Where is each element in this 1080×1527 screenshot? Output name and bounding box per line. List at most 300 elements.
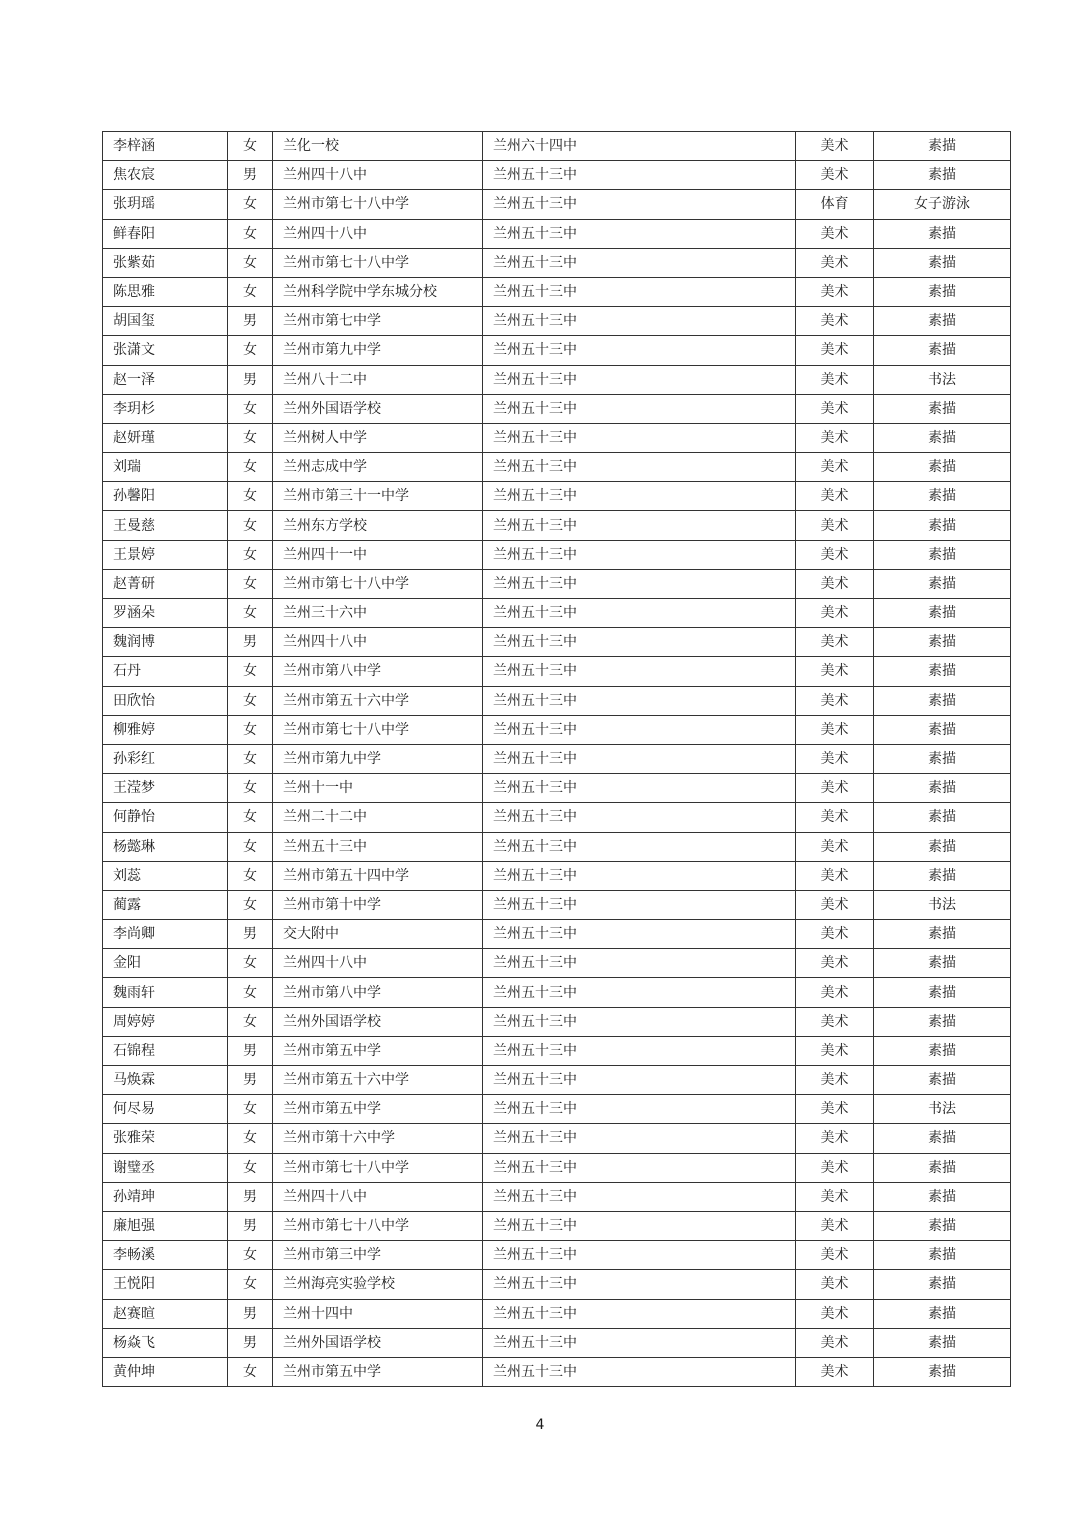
specialty-cell: 素描 <box>874 715 1011 744</box>
target-school-cell: 兰州五十三中 <box>483 715 796 744</box>
student-name-cell: 王滢梦 <box>103 774 228 803</box>
student-name-cell: 王景婷 <box>103 540 228 569</box>
subject-cell: 美术 <box>796 1066 874 1095</box>
gender-cell: 女 <box>228 686 273 715</box>
gender-cell: 女 <box>228 949 273 978</box>
student-name-cell: 李畅溪 <box>103 1241 228 1270</box>
table-row <box>103 248 1011 277</box>
subject-cell: 美术 <box>796 453 874 482</box>
table-row <box>103 686 1011 715</box>
table-row <box>103 949 1011 978</box>
gender-cell: 女 <box>228 511 273 540</box>
target-school-cell: 兰州五十三中 <box>483 978 796 1007</box>
specialty-cell: 女子游泳 <box>874 190 1011 219</box>
gender-cell: 女 <box>228 657 273 686</box>
subject-cell: 美术 <box>796 569 874 598</box>
gender-cell: 男 <box>228 1211 273 1240</box>
gender-cell: 女 <box>228 1124 273 1153</box>
student-name-cell: 孙靖珅 <box>103 1182 228 1211</box>
student-name-cell: 谢璧丞 <box>103 1153 228 1182</box>
target-school-cell: 兰州五十三中 <box>483 1095 796 1124</box>
student-name-cell: 蔺露 <box>103 890 228 919</box>
origin-school-cell: 兰州八十二中 <box>273 365 483 394</box>
gender-cell: 女 <box>228 132 273 161</box>
origin-school-cell: 兰州二十二中 <box>273 803 483 832</box>
specialty-cell: 素描 <box>874 1357 1011 1386</box>
table-row <box>103 774 1011 803</box>
subject-cell: 美术 <box>796 540 874 569</box>
origin-school-cell: 兰州外国语学校 <box>273 1007 483 1036</box>
origin-school-cell: 兰州四十八中 <box>273 628 483 657</box>
specialty-cell: 素描 <box>874 248 1011 277</box>
gender-cell: 男 <box>228 161 273 190</box>
specialty-cell: 素描 <box>874 1241 1011 1270</box>
target-school-cell: 兰州五十三中 <box>483 1153 796 1182</box>
target-school-cell: 兰州五十三中 <box>483 511 796 540</box>
specialty-cell: 素描 <box>874 1299 1011 1328</box>
gender-cell: 女 <box>228 715 273 744</box>
table-row <box>103 365 1011 394</box>
student-name-cell: 王曼慈 <box>103 511 228 540</box>
table-row <box>103 1270 1011 1299</box>
subject-cell: 美术 <box>796 1153 874 1182</box>
student-name-cell: 魏润博 <box>103 628 228 657</box>
student-name-cell: 石丹 <box>103 657 228 686</box>
subject-cell: 美术 <box>796 394 874 423</box>
specialty-cell: 素描 <box>874 744 1011 773</box>
subject-cell: 美术 <box>796 803 874 832</box>
target-school-cell: 兰州五十三中 <box>483 890 796 919</box>
specialty-cell: 素描 <box>874 1211 1011 1240</box>
subject-cell: 美术 <box>796 161 874 190</box>
gender-cell: 女 <box>228 599 273 628</box>
gender-cell: 女 <box>228 1241 273 1270</box>
table-row <box>103 540 1011 569</box>
origin-school-cell: 兰州市第五十六中学 <box>273 1066 483 1095</box>
origin-school-cell: 兰州市第七十八中学 <box>273 248 483 277</box>
gender-cell: 男 <box>228 307 273 336</box>
table-row <box>103 569 1011 598</box>
gender-cell: 男 <box>228 1182 273 1211</box>
student-name-cell: 柳雅婷 <box>103 715 228 744</box>
specialty-cell: 素描 <box>874 336 1011 365</box>
target-school-cell: 兰州五十三中 <box>483 686 796 715</box>
student-name-cell: 黄仲坤 <box>103 1357 228 1386</box>
specialty-cell: 素描 <box>874 453 1011 482</box>
origin-school-cell: 兰州市第七十八中学 <box>273 715 483 744</box>
student-name-cell: 赵妍瑾 <box>103 423 228 452</box>
gender-cell: 女 <box>228 569 273 598</box>
student-name-cell: 杨懿琳 <box>103 832 228 861</box>
target-school-cell: 兰州五十三中 <box>483 482 796 511</box>
specialty-cell: 素描 <box>874 920 1011 949</box>
student-name-cell: 张紫茹 <box>103 248 228 277</box>
student-name-cell: 胡国玺 <box>103 307 228 336</box>
subject-cell: 美术 <box>796 219 874 248</box>
target-school-cell: 兰州五十三中 <box>483 161 796 190</box>
origin-school-cell: 兰州四十八中 <box>273 949 483 978</box>
target-school-cell: 兰州五十三中 <box>483 1124 796 1153</box>
gender-cell: 女 <box>228 1270 273 1299</box>
specialty-cell: 书法 <box>874 1095 1011 1124</box>
student-name-cell: 李尚卿 <box>103 920 228 949</box>
student-name-cell: 赵赛暄 <box>103 1299 228 1328</box>
student-name-cell: 焦农宸 <box>103 161 228 190</box>
gender-cell: 女 <box>228 832 273 861</box>
table-row <box>103 277 1011 306</box>
subject-cell: 美术 <box>796 599 874 628</box>
table-row <box>103 1182 1011 1211</box>
origin-school-cell: 兰州市第三中学 <box>273 1241 483 1270</box>
gender-cell: 男 <box>228 628 273 657</box>
subject-cell: 美术 <box>796 686 874 715</box>
gender-cell: 女 <box>228 978 273 1007</box>
gender-cell: 女 <box>228 1007 273 1036</box>
target-school-cell: 兰州五十三中 <box>483 1270 796 1299</box>
student-name-cell: 赵菁研 <box>103 569 228 598</box>
target-school-cell: 兰州五十三中 <box>483 1357 796 1386</box>
gender-cell: 女 <box>228 453 273 482</box>
table-row <box>103 1299 1011 1328</box>
gender-cell: 女 <box>228 394 273 423</box>
table-row <box>103 190 1011 219</box>
subject-cell: 美术 <box>796 628 874 657</box>
origin-school-cell: 兰州四十八中 <box>273 161 483 190</box>
subject-cell: 美术 <box>796 774 874 803</box>
subject-cell: 美术 <box>796 1095 874 1124</box>
student-name-cell: 孙彩红 <box>103 744 228 773</box>
table-row <box>103 920 1011 949</box>
origin-school-cell: 兰州五十三中 <box>273 832 483 861</box>
student-name-cell: 杨焱飞 <box>103 1328 228 1357</box>
target-school-cell: 兰州五十三中 <box>483 336 796 365</box>
specialty-cell: 素描 <box>874 832 1011 861</box>
origin-school-cell: 兰州外国语学校 <box>273 394 483 423</box>
student-name-cell: 刘蕊 <box>103 861 228 890</box>
subject-cell: 美术 <box>796 920 874 949</box>
origin-school-cell: 兰州志成中学 <box>273 453 483 482</box>
table-row <box>103 482 1011 511</box>
table-row <box>103 336 1011 365</box>
student-name-cell: 李梓涵 <box>103 132 228 161</box>
subject-cell: 美术 <box>796 1124 874 1153</box>
target-school-cell: 兰州五十三中 <box>483 190 796 219</box>
table-row <box>103 132 1011 161</box>
subject-cell: 美术 <box>796 277 874 306</box>
table-row <box>103 628 1011 657</box>
subject-cell: 美术 <box>796 336 874 365</box>
origin-school-cell: 兰州市第七十八中学 <box>273 1211 483 1240</box>
gender-cell: 女 <box>228 744 273 773</box>
table-row <box>103 715 1011 744</box>
origin-school-cell: 交大附中 <box>273 920 483 949</box>
student-name-cell: 罗涵朵 <box>103 599 228 628</box>
student-name-cell: 马焕霖 <box>103 1066 228 1095</box>
origin-school-cell: 兰州四十八中 <box>273 219 483 248</box>
target-school-cell: 兰州五十三中 <box>483 832 796 861</box>
target-school-cell: 兰州五十三中 <box>483 248 796 277</box>
specialty-cell: 素描 <box>874 1153 1011 1182</box>
origin-school-cell: 兰州市第三十一中学 <box>273 482 483 511</box>
subject-cell: 美术 <box>796 1299 874 1328</box>
origin-school-cell: 兰州市第七十八中学 <box>273 1153 483 1182</box>
specialty-cell: 素描 <box>874 569 1011 598</box>
origin-school-cell: 兰化一校 <box>273 132 483 161</box>
gender-cell: 女 <box>228 277 273 306</box>
origin-school-cell: 兰州市第五中学 <box>273 1357 483 1386</box>
table-row <box>103 423 1011 452</box>
target-school-cell: 兰州五十三中 <box>483 803 796 832</box>
subject-cell: 美术 <box>796 1036 874 1065</box>
specialty-cell: 素描 <box>874 307 1011 336</box>
table-row <box>103 1153 1011 1182</box>
specialty-cell: 素描 <box>874 394 1011 423</box>
origin-school-cell: 兰州市第七十八中学 <box>273 569 483 598</box>
student-name-cell: 田欣怡 <box>103 686 228 715</box>
origin-school-cell: 兰州市第五十四中学 <box>273 861 483 890</box>
gender-cell: 女 <box>228 219 273 248</box>
subject-cell: 美术 <box>796 890 874 919</box>
table-row <box>103 1095 1011 1124</box>
specialty-cell: 素描 <box>874 1328 1011 1357</box>
subject-cell: 美术 <box>796 423 874 452</box>
origin-school-cell: 兰州市第七中学 <box>273 307 483 336</box>
origin-school-cell: 兰州市第五中学 <box>273 1036 483 1065</box>
student-name-cell: 孙馨阳 <box>103 482 228 511</box>
subject-cell: 美术 <box>796 482 874 511</box>
student-name-cell: 何尽易 <box>103 1095 228 1124</box>
student-name-cell: 张潇文 <box>103 336 228 365</box>
specialty-cell: 素描 <box>874 423 1011 452</box>
table-row <box>103 1036 1011 1065</box>
gender-cell: 女 <box>228 540 273 569</box>
specialty-cell: 素描 <box>874 540 1011 569</box>
specialty-cell: 素描 <box>874 132 1011 161</box>
gender-cell: 女 <box>228 890 273 919</box>
gender-cell: 男 <box>228 1328 273 1357</box>
subject-cell: 美术 <box>796 861 874 890</box>
target-school-cell: 兰州五十三中 <box>483 1211 796 1240</box>
subject-cell: 美术 <box>796 511 874 540</box>
subject-cell: 美术 <box>796 657 874 686</box>
subject-cell: 美术 <box>796 1211 874 1240</box>
specialty-cell: 素描 <box>874 161 1011 190</box>
target-school-cell: 兰州五十三中 <box>483 219 796 248</box>
table-row <box>103 978 1011 1007</box>
student-name-cell: 刘瑞 <box>103 453 228 482</box>
table-row <box>103 744 1011 773</box>
target-school-cell: 兰州五十三中 <box>483 1182 796 1211</box>
gender-cell: 男 <box>228 1299 273 1328</box>
student-name-cell: 金阳 <box>103 949 228 978</box>
origin-school-cell: 兰州外国语学校 <box>273 1328 483 1357</box>
target-school-cell: 兰州五十三中 <box>483 1299 796 1328</box>
table-row <box>103 453 1011 482</box>
origin-school-cell: 兰州市第八中学 <box>273 657 483 686</box>
specialty-cell: 素描 <box>874 949 1011 978</box>
subject-cell: 美术 <box>796 1182 874 1211</box>
student-name-cell: 张玥瑶 <box>103 190 228 219</box>
target-school-cell: 兰州五十三中 <box>483 949 796 978</box>
target-school-cell: 兰州五十三中 <box>483 861 796 890</box>
table-row <box>103 803 1011 832</box>
table-row <box>103 599 1011 628</box>
gender-cell: 女 <box>228 336 273 365</box>
target-school-cell: 兰州五十三中 <box>483 599 796 628</box>
origin-school-cell: 兰州十四中 <box>273 1299 483 1328</box>
gender-cell: 女 <box>228 423 273 452</box>
student-name-cell: 陈思雅 <box>103 277 228 306</box>
specialty-cell: 素描 <box>874 1182 1011 1211</box>
target-school-cell: 兰州五十三中 <box>483 628 796 657</box>
gender-cell: 女 <box>228 1357 273 1386</box>
table-row <box>103 307 1011 336</box>
table-row <box>103 1241 1011 1270</box>
table-row <box>103 1328 1011 1357</box>
table-body <box>103 132 1011 1387</box>
gender-cell: 男 <box>228 920 273 949</box>
specialty-cell: 素描 <box>874 803 1011 832</box>
specialty-cell: 素描 <box>874 1270 1011 1299</box>
student-name-cell: 李玥杉 <box>103 394 228 423</box>
origin-school-cell: 兰州东方学校 <box>273 511 483 540</box>
specialty-cell: 素描 <box>874 1036 1011 1065</box>
origin-school-cell: 兰州四十八中 <box>273 1182 483 1211</box>
subject-cell: 美术 <box>796 1270 874 1299</box>
subject-cell: 美术 <box>796 1241 874 1270</box>
target-school-cell: 兰州五十三中 <box>483 1036 796 1065</box>
gender-cell: 女 <box>228 1153 273 1182</box>
table-row <box>103 657 1011 686</box>
target-school-cell: 兰州五十三中 <box>483 277 796 306</box>
gender-cell: 女 <box>228 1095 273 1124</box>
origin-school-cell: 兰州四十一中 <box>273 540 483 569</box>
student-name-cell: 廉旭强 <box>103 1211 228 1240</box>
origin-school-cell: 兰州市第五十六中学 <box>273 686 483 715</box>
specialty-cell: 素描 <box>874 1124 1011 1153</box>
table-row <box>103 832 1011 861</box>
table-row <box>103 1124 1011 1153</box>
target-school-cell: 兰州五十三中 <box>483 307 796 336</box>
subject-cell: 美术 <box>796 832 874 861</box>
subject-cell: 体育 <box>796 190 874 219</box>
gender-cell: 女 <box>228 774 273 803</box>
subject-cell: 美术 <box>796 307 874 336</box>
specialty-cell: 书法 <box>874 365 1011 394</box>
student-list-table <box>102 131 1011 1387</box>
target-school-cell: 兰州五十三中 <box>483 569 796 598</box>
specialty-cell: 素描 <box>874 219 1011 248</box>
origin-school-cell: 兰州市第十六中学 <box>273 1124 483 1153</box>
subject-cell: 美术 <box>796 978 874 1007</box>
table-row <box>103 1357 1011 1386</box>
subject-cell: 美术 <box>796 248 874 277</box>
target-school-cell: 兰州五十三中 <box>483 365 796 394</box>
target-school-cell: 兰州五十三中 <box>483 1007 796 1036</box>
specialty-cell: 素描 <box>874 628 1011 657</box>
subject-cell: 美术 <box>796 1357 874 1386</box>
specialty-cell: 素描 <box>874 774 1011 803</box>
specialty-cell: 素描 <box>874 482 1011 511</box>
origin-school-cell: 兰州市第八中学 <box>273 978 483 1007</box>
specialty-cell: 素描 <box>874 599 1011 628</box>
student-name-cell: 何静怡 <box>103 803 228 832</box>
table-row <box>103 1066 1011 1095</box>
target-school-cell: 兰州五十三中 <box>483 453 796 482</box>
subject-cell: 美术 <box>796 132 874 161</box>
target-school-cell: 兰州五十三中 <box>483 394 796 423</box>
origin-school-cell: 兰州市第十中学 <box>273 890 483 919</box>
gender-cell: 女 <box>228 248 273 277</box>
table-row <box>103 394 1011 423</box>
specialty-cell: 素描 <box>874 1066 1011 1095</box>
target-school-cell: 兰州五十三中 <box>483 657 796 686</box>
origin-school-cell: 兰州市第九中学 <box>273 336 483 365</box>
gender-cell: 男 <box>228 1036 273 1065</box>
subject-cell: 美术 <box>796 1007 874 1036</box>
subject-cell: 美术 <box>796 1328 874 1357</box>
table-row <box>103 161 1011 190</box>
table-row <box>103 890 1011 919</box>
specialty-cell: 素描 <box>874 978 1011 1007</box>
target-school-cell: 兰州五十三中 <box>483 1066 796 1095</box>
subject-cell: 美术 <box>796 949 874 978</box>
gender-cell: 男 <box>228 365 273 394</box>
gender-cell: 女 <box>228 803 273 832</box>
student-name-cell: 周婷婷 <box>103 1007 228 1036</box>
target-school-cell: 兰州五十三中 <box>483 744 796 773</box>
origin-school-cell: 兰州市第五中学 <box>273 1095 483 1124</box>
gender-cell: 女 <box>228 861 273 890</box>
gender-cell: 女 <box>228 482 273 511</box>
origin-school-cell: 兰州市第七十八中学 <box>273 190 483 219</box>
target-school-cell: 兰州六十四中 <box>483 132 796 161</box>
origin-school-cell: 兰州十一中 <box>273 774 483 803</box>
target-school-cell: 兰州五十三中 <box>483 423 796 452</box>
specialty-cell: 素描 <box>874 686 1011 715</box>
target-school-cell: 兰州五十三中 <box>483 1241 796 1270</box>
origin-school-cell: 兰州树人中学 <box>273 423 483 452</box>
student-name-cell: 张雅荣 <box>103 1124 228 1153</box>
student-name-cell: 石锦程 <box>103 1036 228 1065</box>
target-school-cell: 兰州五十三中 <box>483 920 796 949</box>
origin-school-cell: 兰州科学院中学东城分校 <box>273 277 483 306</box>
subject-cell: 美术 <box>796 365 874 394</box>
table-row <box>103 1007 1011 1036</box>
student-name-cell: 魏雨轩 <box>103 978 228 1007</box>
subject-cell: 美术 <box>796 715 874 744</box>
gender-cell: 女 <box>228 190 273 219</box>
student-name-cell: 鲜春阳 <box>103 219 228 248</box>
specialty-cell: 书法 <box>874 890 1011 919</box>
origin-school-cell: 兰州市第九中学 <box>273 744 483 773</box>
target-school-cell: 兰州五十三中 <box>483 774 796 803</box>
table-row <box>103 861 1011 890</box>
specialty-cell: 素描 <box>874 861 1011 890</box>
specialty-cell: 素描 <box>874 277 1011 306</box>
subject-cell: 美术 <box>796 744 874 773</box>
table-row <box>103 219 1011 248</box>
specialty-cell: 素描 <box>874 1007 1011 1036</box>
target-school-cell: 兰州五十三中 <box>483 540 796 569</box>
table-row <box>103 1211 1011 1240</box>
gender-cell: 男 <box>228 1066 273 1095</box>
page-number: 4 <box>535 1417 545 1433</box>
specialty-cell: 素描 <box>874 657 1011 686</box>
table-row <box>103 511 1011 540</box>
origin-school-cell: 兰州海亮实验学校 <box>273 1270 483 1299</box>
student-name-cell: 王悦阳 <box>103 1270 228 1299</box>
